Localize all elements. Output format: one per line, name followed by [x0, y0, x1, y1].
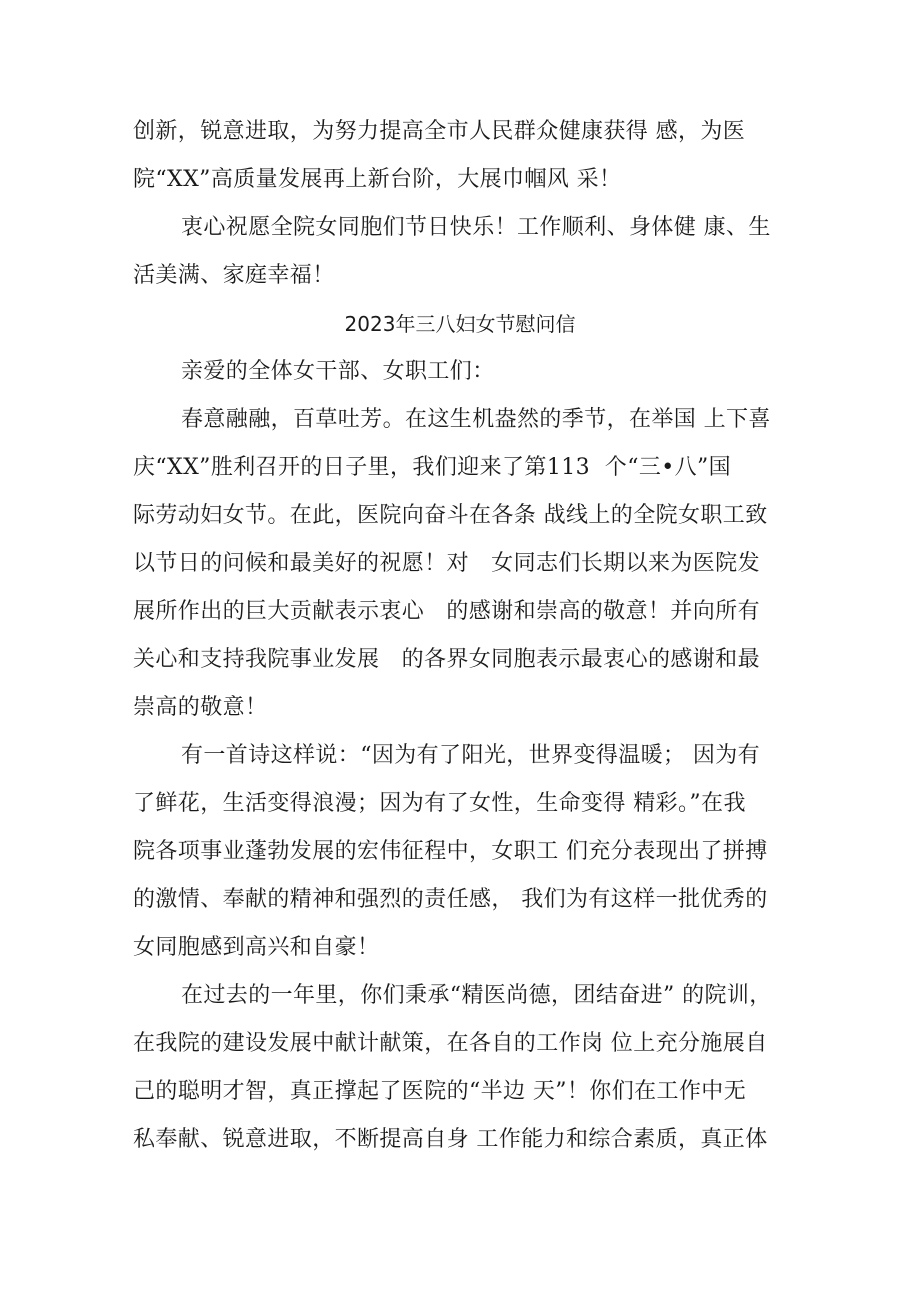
body-line: 院各项事业蓬勃发展的宏伟征程中，女职工 们充分表现出了拼搏 — [133, 839, 768, 864]
body-line: 的激情、奉献的精神和强烈的责任感， 我们为有这样一批优秀的 — [133, 887, 768, 912]
body-line: 创新，锐意进取，为努力提高全市人民群众健康获得 感，为医 — [133, 119, 746, 144]
body-line: 关心和支持我院事业发展 的各界女同胞表示最衷心的感谢和最 — [133, 647, 760, 672]
body-line: 己的聪明才智，真正撑起了医院的“半边 天”！你们在工作中无 — [133, 1079, 747, 1104]
body-line: 了鲜花，生活变得浪漫；因为有了女性，生命变得 精彩。”在我 — [133, 791, 746, 816]
body-line: 在过去的一年里，你们秉承“精医尚德，团结奋进” 的院训， — [181, 983, 772, 1008]
body-line: 庆“XX”胜利召开的日子里，我们迎来了第113 个“三•八”国 — [133, 455, 732, 480]
body-line: 院“XX”高质量发展再上新台阶，大展巾帼风 采！ — [133, 167, 622, 192]
body-line: 在我院的建设发展中献计献策，在各自的工作岗 位上充分施展自 — [133, 1031, 768, 1056]
body-line: 有一首诗这样说：“因为有了阳光，世界变得温暖； 因为有 — [181, 743, 761, 768]
letter-title: 2023年三八妇女节慰问信 — [344, 312, 576, 336]
body-line: 衷心祝愿全院女同胞们节日快乐！工作顺利、身体健 康、生 — [181, 215, 771, 240]
salutation: 亲爱的全体女干部、女职工们： — [181, 359, 495, 384]
body-line: 活美满、家庭幸福！ — [133, 263, 335, 288]
body-line: 女同胞感到高兴和自豪！ — [133, 935, 380, 960]
body-line: 以节日的问候和最美好的祝愿！对 女同志们长期以来为医院发 — [133, 551, 760, 576]
body-line: 展所作出的巨大贡献表示衷心 的感谢和崇高的敬意！并向所有 — [133, 599, 760, 624]
body-line: 春意融融，百草吐芳。在这生机盎然的季节，在举国 上下喜 — [181, 407, 771, 432]
body-line: 私奉献、锐意进取，不断提高自身 工作能力和综合素质，真正体 — [133, 1127, 768, 1152]
body-line: 际劳动妇女节。在此，医院向奋斗在各条 战线上的全院女职工致 — [133, 503, 768, 528]
body-line: 崇高的敬意！ — [133, 695, 268, 720]
